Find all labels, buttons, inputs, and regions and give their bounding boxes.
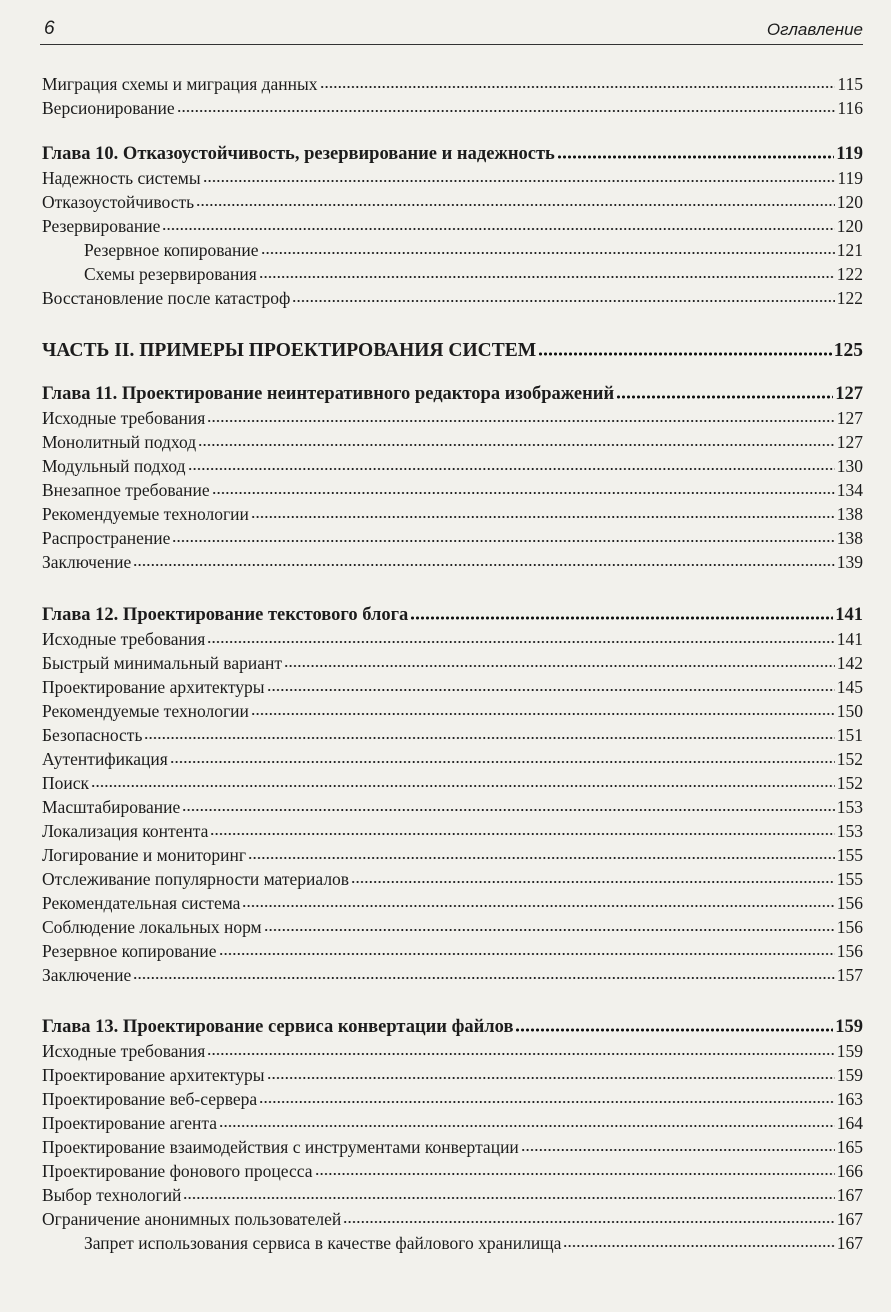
toc-entry-page: 134: [836, 480, 863, 500]
toc-entry-title: Отслеживание популярности материалов: [42, 869, 350, 889]
dot-leader: [183, 1196, 834, 1200]
toc-entry-page: 156: [836, 917, 863, 937]
toc-entry-page: 127: [836, 408, 863, 428]
toc-entry-title: Глава 13. Проектирование сервиса конвертации файлов: [42, 1017, 514, 1037]
toc-entry: [84, 1231, 863, 1255]
dot-leader: [207, 640, 834, 644]
dot-leader: [212, 491, 835, 495]
toc-entry-page: 130: [836, 456, 863, 476]
toc-entry: [42, 286, 863, 310]
dot-leader: [203, 179, 836, 183]
toc-entry-title: Проектирование взаимодействия с инструментами конвертации: [42, 1137, 519, 1157]
toc-entry-title: Заключение: [42, 552, 132, 572]
table-of-contents: [42, 0, 863, 1312]
running-title: Оглавление: [766, 20, 863, 39]
toc-entry-title: Заключение: [42, 965, 132, 985]
toc-entry-page: 139: [836, 552, 863, 572]
toc-entry-title: Быстрый минимальный вариант: [42, 653, 283, 673]
dot-leader: [91, 784, 835, 788]
toc-entry-page: 116: [837, 98, 863, 118]
toc-entry-title: Исходные требования: [42, 1041, 206, 1061]
dot-leader: [315, 1172, 835, 1176]
toc-entry-title: Соблюдение локальных норм: [42, 917, 262, 937]
toc-entry-page: 119: [837, 168, 863, 188]
toc-entry: [42, 502, 863, 526]
toc-entry-page: 159: [836, 1065, 863, 1085]
toc-entry-page: 159: [836, 1041, 863, 1061]
toc-entry-page: 164: [836, 1113, 863, 1133]
toc-entry-title: Проектирование фонового процесса: [42, 1161, 313, 1181]
toc-entry-title: Версионирование: [42, 98, 175, 118]
toc-entry: [42, 795, 863, 819]
toc-entry: [42, 771, 863, 795]
dot-leader: [259, 275, 835, 279]
toc-entry: [42, 699, 863, 723]
toc-entry: [84, 262, 863, 286]
dot-leader: [248, 856, 835, 860]
toc-entry: [42, 406, 863, 430]
toc-entry-page: 156: [836, 941, 863, 961]
toc-entry-title: Безопасность: [42, 725, 143, 745]
dot-leader: [563, 1244, 834, 1248]
toc-entry: [42, 723, 863, 747]
toc-entry: [42, 526, 863, 550]
toc-entry: [42, 939, 863, 963]
toc-entry: [42, 72, 863, 96]
toc-entry-page: 151: [836, 725, 863, 745]
toc-entry-page: 159: [835, 1017, 863, 1037]
toc-entry-page: 152: [836, 773, 863, 793]
toc-entry: [84, 238, 863, 262]
toc-entry: [42, 843, 863, 867]
toc-entry-title: Локализация контента: [42, 821, 209, 841]
dot-leader: [557, 155, 834, 159]
dot-leader: [284, 664, 835, 668]
toc-entry-page: 165: [836, 1137, 863, 1157]
toc-entry: [42, 651, 863, 675]
toc-entry-page: 120: [836, 192, 863, 212]
toc-entry: [42, 478, 863, 502]
dot-leader: [207, 419, 834, 423]
toc-entry-page: 127: [836, 432, 863, 452]
toc-entry-title: Поиск: [42, 773, 90, 793]
dot-leader: [259, 1100, 835, 1104]
toc-entry-title: Отказоустойчивость: [42, 192, 195, 212]
toc-entry-page: 163: [836, 1089, 863, 1109]
toc-part: [42, 339, 863, 363]
toc-entry-page: 138: [836, 528, 863, 548]
toc-entry-title: Исходные требования: [42, 629, 206, 649]
toc-entry: [42, 96, 863, 120]
toc-entry-title: Глава 11. Проектирование неинтеративного редактора изображений: [42, 384, 615, 404]
dot-leader: [162, 227, 834, 231]
toc-entry-title: Модульный подход: [42, 456, 186, 476]
toc-entry: [42, 1159, 863, 1183]
toc-entry: [42, 1087, 863, 1111]
toc-entry-title: Проектирование агента: [42, 1113, 218, 1133]
toc-chapter: [42, 1015, 863, 1039]
toc-entry-title: Монолитный подход: [42, 432, 197, 452]
toc-entry-page: 167: [836, 1233, 863, 1253]
dot-leader: [264, 928, 835, 932]
dot-leader: [292, 299, 834, 303]
dot-leader: [251, 712, 835, 716]
toc-entry-title: Глава 10. Отказоустойчивость, резервирование и надежность: [42, 144, 555, 164]
dot-leader: [144, 736, 834, 740]
dot-leader: [351, 880, 835, 884]
toc-entry: [42, 819, 863, 843]
toc-entry-title: Восстановление после катастроф: [42, 288, 291, 308]
toc-entry-title: Проектирование веб-сервера: [42, 1089, 258, 1109]
dot-leader: [196, 203, 835, 207]
dot-leader: [410, 616, 833, 620]
toc-entry-title: ЧАСТЬ II. ПРИМЕРЫ ПРОЕКТИРОВАНИЯ СИСТЕМ: [42, 340, 537, 361]
toc-entry: [42, 1063, 863, 1087]
toc-entry-title: Проектирование архитектуры: [42, 677, 265, 697]
toc-entry-title: Исходные требования: [42, 408, 206, 428]
toc-entry-title: Проектирование архитектуры: [42, 1065, 265, 1085]
toc-entry-page: 138: [836, 504, 863, 524]
toc-entry-title: Резервирование: [42, 216, 161, 236]
toc-entry-title: Логирование и мониторинг: [42, 845, 247, 865]
toc-entry-page: 125: [833, 340, 863, 361]
toc-entry: [42, 430, 863, 454]
dot-leader: [177, 109, 836, 113]
toc-entry-title: Запрет использования сервиса в качестве файлового хранилища: [84, 1233, 562, 1253]
toc-entry-title: Резервное копирование: [42, 941, 217, 961]
toc-entry-page: 142: [836, 653, 863, 673]
toc-entry-page: 141: [836, 629, 863, 649]
dot-leader: [242, 904, 834, 908]
toc-entry: [42, 1135, 863, 1159]
dot-leader: [210, 832, 834, 836]
toc-entry: [42, 1183, 863, 1207]
toc-entry: [42, 1207, 863, 1231]
toc-entry-title: Внезапное требование: [42, 480, 210, 500]
toc-entry-title: Рекомендательная система: [42, 893, 241, 913]
toc-entry-page: 127: [835, 384, 863, 404]
toc-entry-page: 115: [837, 74, 863, 94]
toc-entry-page: 153: [836, 821, 863, 841]
dot-leader: [616, 395, 833, 399]
toc-entry-title: Распространение: [42, 528, 171, 548]
dot-leader: [538, 352, 832, 356]
toc-entry-title: Схемы резервирования: [84, 264, 257, 284]
dot-leader: [219, 952, 835, 956]
toc-entry-page: 156: [836, 893, 863, 913]
toc-entry-page: 167: [836, 1209, 863, 1229]
page-number: 6: [44, 18, 55, 39]
toc-entry-page: 152: [836, 749, 863, 769]
dot-leader: [267, 688, 835, 692]
toc-entry-title: Ограничение анонимных пользователей: [42, 1209, 342, 1229]
toc-entry-title: Миграция схемы и миграция данных: [42, 74, 318, 94]
dot-leader: [219, 1124, 835, 1128]
dot-leader: [251, 515, 835, 519]
toc-entry-title: Масштабирование: [42, 797, 181, 817]
toc-entry-title: Рекомендуемые технологии: [42, 504, 249, 524]
toc-entry: [42, 627, 863, 651]
toc-entry-page: 166: [836, 1161, 863, 1181]
dot-leader: [320, 85, 836, 89]
toc-chapter: [42, 142, 863, 166]
toc-entry: [42, 675, 863, 699]
dot-leader: [515, 1028, 833, 1032]
toc-entry-title: Надежность системы: [42, 168, 201, 188]
toc-entry-page: 122: [836, 288, 863, 308]
toc-entry: [42, 1111, 863, 1135]
dot-leader: [207, 1052, 834, 1056]
toc-chapter: [42, 382, 863, 406]
toc-entry-page: 120: [836, 216, 863, 236]
dot-leader: [343, 1220, 835, 1224]
dot-leader: [521, 1148, 835, 1152]
toc-entry-page: 122: [836, 264, 863, 284]
toc-entry-page: 167: [836, 1185, 863, 1205]
dot-leader: [261, 251, 835, 255]
toc-entry-title: Глава 12. Проектирование текстового блога: [42, 605, 409, 625]
toc-entry: [42, 550, 863, 574]
dot-leader: [133, 563, 835, 567]
toc-entry-page: 155: [836, 869, 863, 889]
toc-entry-page: 121: [836, 240, 863, 260]
dot-leader: [133, 976, 835, 980]
toc-entry: [42, 190, 863, 214]
toc-entry-title: Рекомендуемые технологии: [42, 701, 249, 721]
dot-leader: [172, 539, 834, 543]
toc-entry-page: 153: [836, 797, 863, 817]
toc-entry: [42, 214, 863, 238]
toc-entry-page: 119: [836, 144, 863, 164]
toc-entry: [42, 166, 863, 190]
dot-leader: [170, 760, 835, 764]
toc-entry-page: 141: [835, 605, 863, 625]
toc-entry-title: Выбор технологий: [42, 1185, 182, 1205]
toc-entry-title: Резервное копирование: [84, 240, 259, 260]
toc-chapter: [42, 603, 863, 627]
toc-entry: [42, 891, 863, 915]
dot-leader: [188, 467, 835, 471]
toc-entry-page: 155: [836, 845, 863, 865]
toc-entry: [42, 915, 863, 939]
dot-leader: [198, 443, 835, 447]
toc-entry: [42, 1039, 863, 1063]
toc-entry-page: 150: [836, 701, 863, 721]
toc-entry: [42, 454, 863, 478]
toc-entry: [42, 747, 863, 771]
toc-entry-page: 145: [836, 677, 863, 697]
toc-entry-title: Аутентификация: [42, 749, 168, 769]
toc-entry-page: 157: [836, 965, 863, 985]
dot-leader: [182, 808, 834, 812]
toc-entry: [42, 867, 863, 891]
dot-leader: [267, 1076, 835, 1080]
toc-entry: [42, 963, 863, 987]
